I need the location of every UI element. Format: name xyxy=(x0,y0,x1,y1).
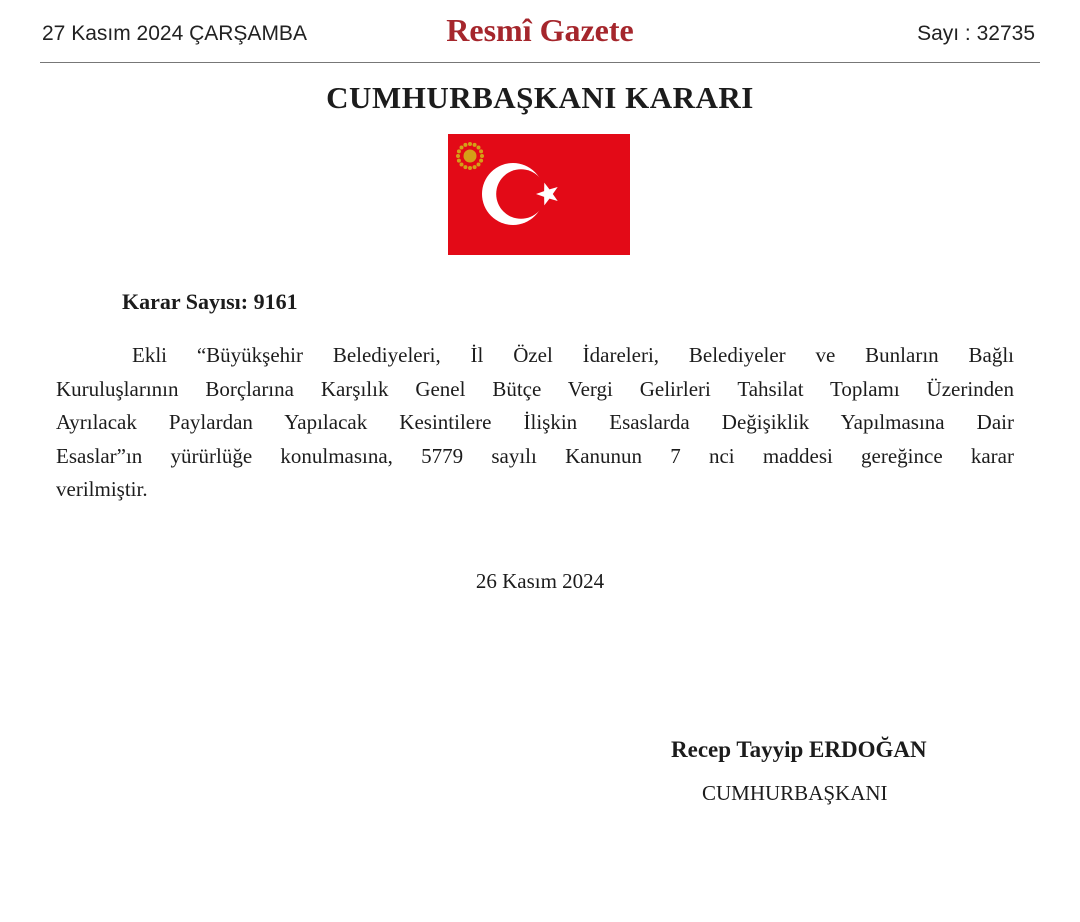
seal-star xyxy=(463,165,467,169)
seal-star xyxy=(460,162,464,166)
seal-star xyxy=(468,142,472,146)
body-line: Kuruluşlarının Borçlarına Karşılık Genel Bütçe Vergi Gelirleri Tahsilat Toplamı Üzerinden xyxy=(56,376,1014,401)
seal-star xyxy=(479,149,483,153)
gazette-title: Resmî Gazete xyxy=(446,12,634,48)
decision-body xyxy=(56,339,1014,507)
seal-star xyxy=(473,143,477,147)
signer-name: Recep Tayyip ERDOĞAN xyxy=(671,737,927,762)
seal-star xyxy=(476,146,480,150)
seal-star xyxy=(463,143,467,147)
body-line: Esaslar”ın yürürlüğe konulmasına, 5779 sayılı Kanunun 7 nci maddesi gereğince karar xyxy=(56,443,1014,468)
seal-star xyxy=(456,154,460,158)
body-line: verilmiştir. xyxy=(56,477,148,501)
seal-star xyxy=(473,165,477,169)
seal-star xyxy=(468,166,472,170)
seal-star xyxy=(480,154,484,158)
decision-date: 26 Kasım 2024 xyxy=(475,569,605,593)
seal-star xyxy=(460,146,464,150)
body-line: Ayrılacak Paylardan Yapılacak Kesintilere İlişkin Esaslarda Değişiklik Yapılmasına Dair xyxy=(56,410,1014,434)
body-line: Ekli “Büyükşehir Belediyeleri, İl Özel İdareleri, Belediyeler ve Bunların Bağlı xyxy=(132,343,1014,367)
publication-date: 27 Kasım 2024 ÇARŞAMBA xyxy=(42,22,307,45)
issue-number: Sayı : 32735 xyxy=(917,22,1035,45)
signer-title: CUMHURBAŞKANI xyxy=(702,781,888,805)
document-heading: CUMHURBAŞKANI KARARI xyxy=(326,80,754,115)
decision-number: Karar Sayısı: 9161 xyxy=(122,289,298,314)
seal-star xyxy=(479,159,483,163)
seal-star xyxy=(457,159,461,163)
header-divider xyxy=(40,62,1040,63)
turkish-flag-icon xyxy=(448,134,630,255)
seal-star xyxy=(457,149,461,153)
seal-star xyxy=(476,162,480,166)
